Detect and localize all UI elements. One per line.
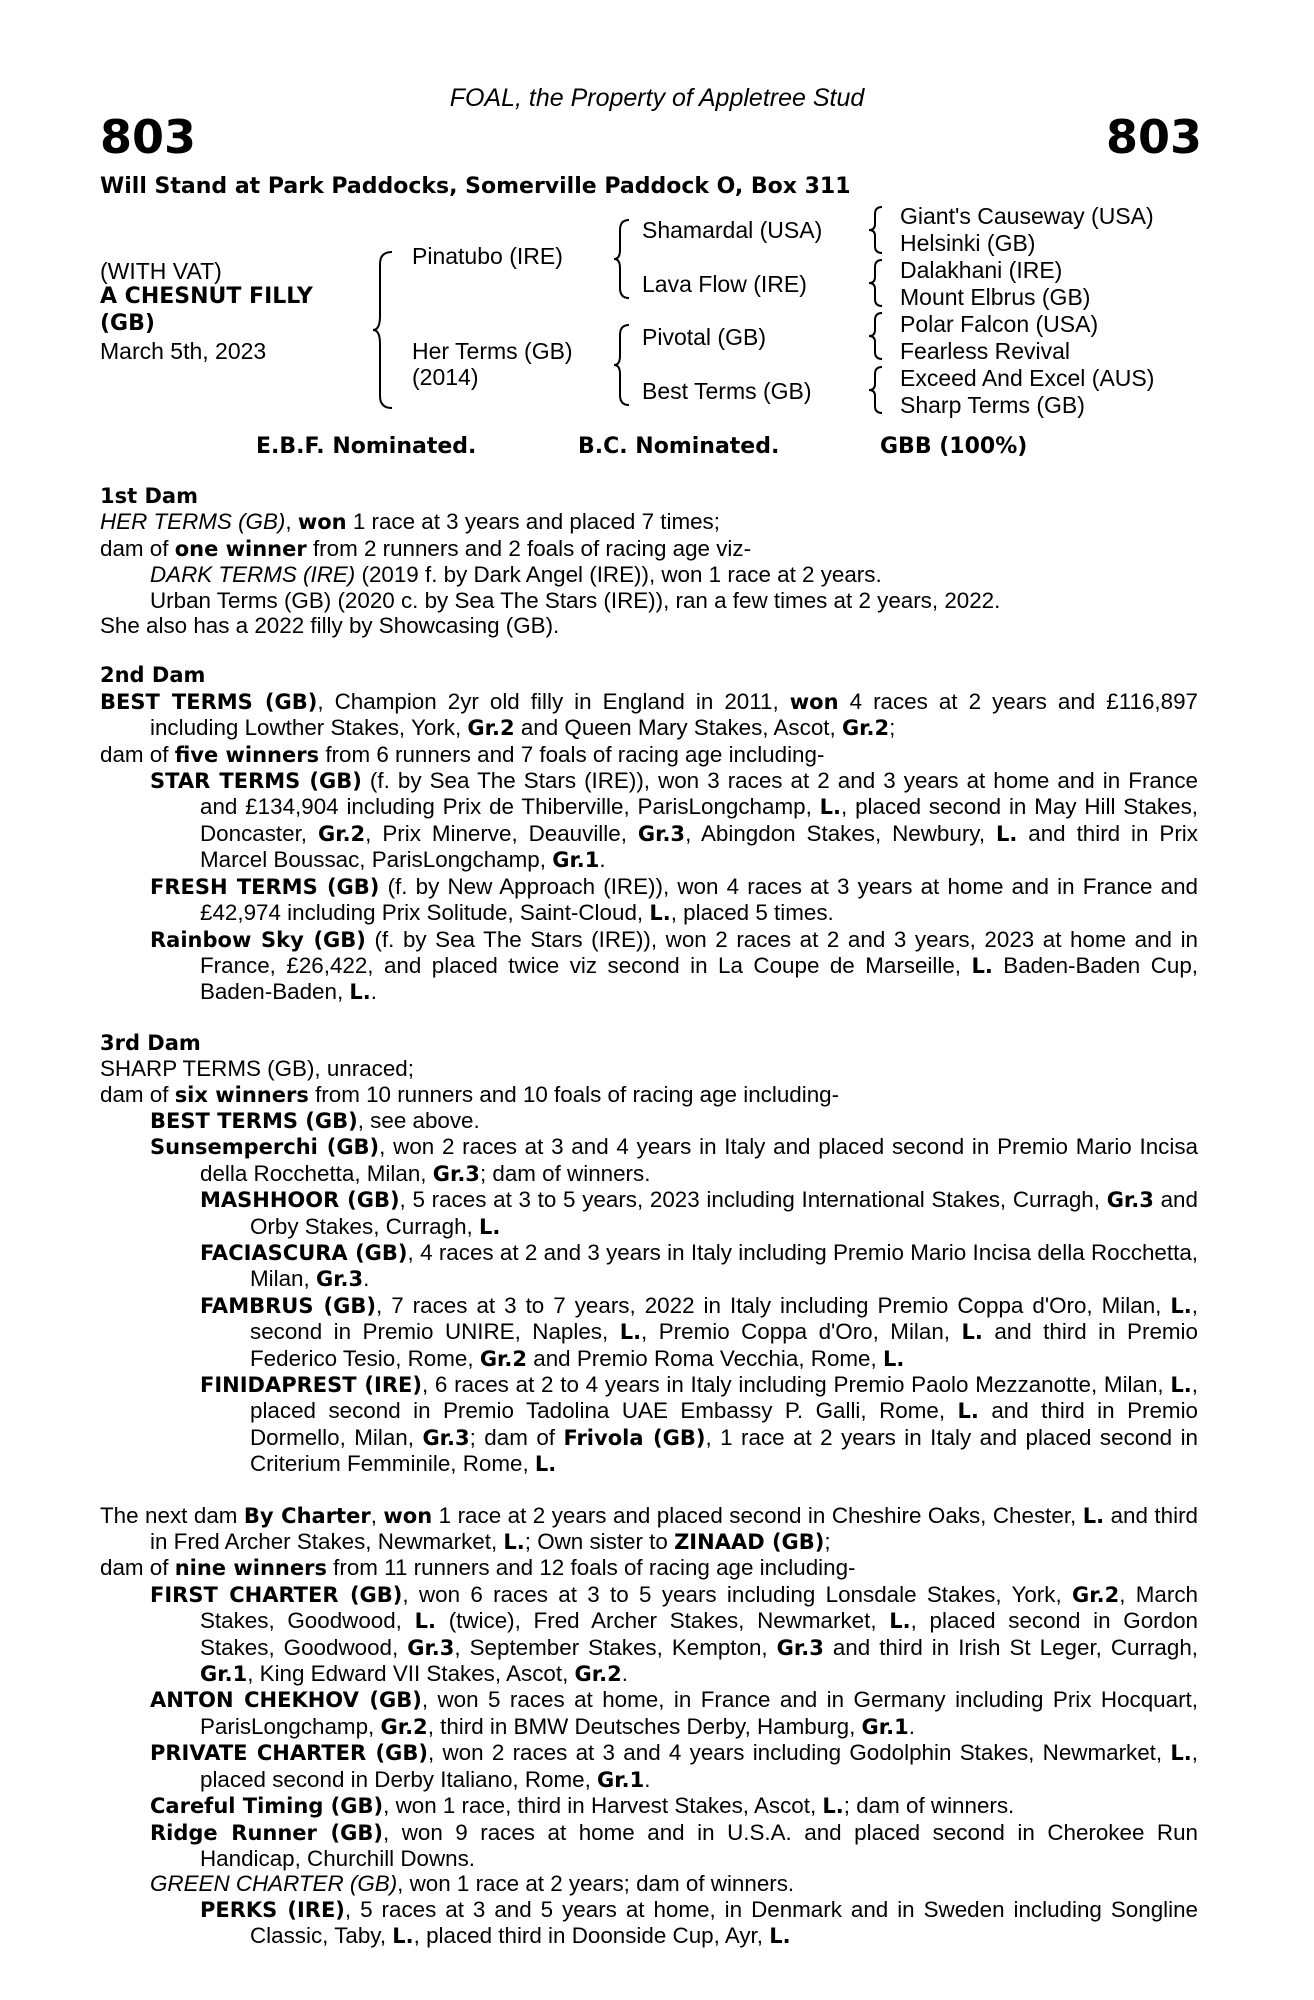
great-grandparent: Polar Falcon (USA) <box>900 311 1099 337</box>
first-dam-line: HER TERMS (GB), won 1 race at 3 years and placed 7 times; <box>100 509 720 535</box>
third-dam-line: SHARP TERMS (GB), unraced; <box>100 1056 414 1082</box>
lot-name: A CHESNUT FILLY <box>100 284 313 309</box>
produce-entry: STAR TERMS (GB) (f. by Sea The Stars (IRE)), won 3 races at 2 and 3 years at home and in France and £134,904 including Prix de Thiberville, ParisLongchamp, L., placed second in May Hill Stakes, Doncaster, Gr.2, Prix Minerve, Deauville, Gr.3, Abingdon Stakes, Newbury, L. and third in Prix Marcel Boussac, ParisLongchamp, Gr.1. <box>150 768 1198 873</box>
brace-gg1 <box>868 205 884 255</box>
produce-entry: Rainbow Sky (GB) (f. by Sea The Stars (IRE)), won 2 races at 2 and 3 years, 2023 at home and in France, £26,422, and placed twice viz second in La Coupe de Marseille, L. Baden-Baden Cup, Baden-Baden, L.. <box>150 926 1198 1005</box>
dam-sire: Pivotal (GB) <box>642 324 766 350</box>
produce-entry: FINIDAPREST (IRE), 6 races at 2 to 4 years in Italy including Premio Paolo Mezzanotte, Milan, L., placed second in Premio Tadolina UAE Embassy P. Galli, Rome, L. and third in Premio Dormello, Milan, Gr.3; dam of Frivola (GB), 1 race at 2 years in Italy and placed second in Criterium Femminile, Rome, L. <box>200 1372 1198 1477</box>
next-dam-produce-summary: dam of nine winners from 11 runners and 12 foals of racing age including- <box>100 1555 856 1581</box>
pedigree-brace-main <box>372 250 394 410</box>
lot-number-right: 803 <box>1105 110 1202 164</box>
second-dam-heading: 2nd Dam <box>100 663 206 688</box>
great-grandparent: Mount Elbrus (GB) <box>900 284 1091 310</box>
produce-entry: DARK TERMS (IRE) (2019 f. by Dark Angel (IRE)), won 1 race at 2 years. <box>150 562 882 588</box>
produce-entry: Ridge Runner (GB), won 9 races at home and in U.S.A. and placed second in Cherokee Run Handicap, Churchill Downs. <box>150 1819 1198 1871</box>
produce-entry: FAMBRUS (GB), 7 races at 3 to 7 years, 2022 in Italy including Premio Coppa d'Oro, Milan, L., second in Premio UNIRE, Naples, L., Premio Coppa d'Oro, Milan, L. and third in Premio Federico Tesio, Rome, Gr.2 and Premio Roma Vecchia, Rome, L. <box>200 1292 1198 1371</box>
third-dam-produce-summary: dam of six winners from 10 runners and 10 foals of racing age including- <box>100 1081 840 1107</box>
great-grandparent: Helsinki (GB) <box>900 230 1036 256</box>
produce-entry: GREEN CHARTER (GB), won 1 race at 2 years; dam of winners. <box>150 1871 795 1897</box>
date-of-birth: March 5th, 2023 <box>100 338 267 364</box>
dam-dam: Best Terms (GB) <box>642 378 812 404</box>
second-dam-produce-summary: dam of five winners from 6 runners and 7 foals of racing age including- <box>100 741 825 767</box>
stand-location: Will Stand at Park Paddocks, Somerville Paddock O, Box 311 <box>100 174 851 199</box>
produce-entry: Urban Terms (GB) (2020 c. by Sea The Stars (IRE)), ran a few times at 2 years, 2022. <box>150 587 1001 613</box>
produce-entry: MASHHOOR (GB), 5 races at 3 to 5 years, 2023 including International Stakes, Curragh, Gr.3 and Orby Stakes, Curragh, L. <box>200 1187 1198 1239</box>
produce-entry: FACIASCURA (GB), 4 races at 2 and 3 years in Italy including Premio Mario Incisa della Rocchetta, Milan, Gr.3. <box>200 1239 1198 1292</box>
bc-nomination: B.C. Nominated. <box>578 434 780 459</box>
lot-number-left: 803 <box>100 110 197 164</box>
second-dam-line: BEST TERMS (GB), Champion 2yr old filly in England in 2011, won 4 races at 2 years and £116,897 including Lowther Stakes, York, Gr.2 and Queen Mary Stakes, Ascot, Gr.2; <box>100 688 1198 741</box>
third-dam-heading: 3rd Dam <box>100 1030 201 1055</box>
produce-entry: FIRST CHARTER (GB), won 6 races at 3 to 5 years including Lonsdale Stakes, York, Gr.2, March Stakes, Goodwood, L. (twice), Fred Archer Stakes, Newmarket, L., placed second in Gordon Stakes, Goodwood, Gr.3, September Stakes, Kempton, Gr.3 and third in Irish St Leger, Curragh, Gr.1, King Edward VII Stakes, Ascot, Gr.2. <box>150 1581 1199 1687</box>
produce-entry: Sunsemperchi (GB), won 2 races at 3 and 4 years in Italy and placed second in Premio Mario Incisa della Rocchetta, Milan, Gr.3; dam of winners. <box>150 1134 1198 1186</box>
great-grandparent: Fearless Revival <box>900 338 1070 364</box>
produce-entry: BEST TERMS (GB), see above. <box>150 1107 480 1133</box>
catalogue-subtitle: FOAL, the Property of Appletree Stud <box>449 84 865 112</box>
brace-gg3 <box>868 311 884 361</box>
first-dam-heading: 1st Dam <box>100 484 198 508</box>
great-grandparent: Dalakhani (IRE) <box>900 257 1063 283</box>
great-grandparent: Sharp Terms (GB) <box>900 392 1085 418</box>
brace-gg2 <box>868 258 884 308</box>
sire: Pinatubo (IRE) <box>412 243 563 269</box>
sire-sire: Shamardal (USA) <box>642 217 823 243</box>
dam-year: (2014) <box>412 364 479 390</box>
great-grandparent: Exceed And Excel (AUS) <box>900 365 1155 391</box>
dam: Her Terms (GB) <box>412 338 573 364</box>
sire-dam: Lava Flow (IRE) <box>642 271 807 297</box>
ebf-nomination: E.B.F. Nominated. <box>256 434 477 459</box>
first-dam-note: She also has a 2022 filly by Showcasing (GB). <box>100 613 560 639</box>
next-dam-line: The next dam By Charter, won 1 race at 2 years and placed second in Cheshire Oaks, Chester, L. and third in Fred Archer Stakes, Newmarket, L.; Own sister to ZINAAD (GB); <box>100 1502 1198 1555</box>
produce-entry: PRIVATE CHARTER (GB), won 2 races at 3 and 4 years including Godolphin Stakes, Newmarket, L., placed second in Derby Italiano, Rome, Gr.1. <box>150 1740 1198 1792</box>
lot-name-country: (GB) <box>100 311 155 336</box>
produce-entry: ANTON CHEKHOV (GB), won 5 races at home, in France and in Germany including Prix Hocquart, ParisLongchamp, Gr.2, third in BMW Deutsches Derby, Hamburg, Gr.1. <box>150 1687 1198 1739</box>
great-grandparent: Giant's Causeway (USA) <box>900 203 1154 229</box>
vat-note: (WITH VAT) <box>100 258 222 284</box>
produce-entry: Careful Timing (GB), won 1 race, third in Harvest Stakes, Ascot, L.; dam of winners. <box>150 1793 1015 1819</box>
gbb-status: GBB (100%) <box>880 434 1028 459</box>
produce-entry: PERKS (IRE), 5 races at 3 and 5 years at home, in Denmark and in Sweden including Songline Classic, Taby, L., placed third in Doonside Cup, Ayr, L. <box>200 1896 1199 1949</box>
produce-entry: FRESH TERMS (GB) (f. by New Approach (IRE)), won 4 races at 3 years at home and in France and £42,974 including Prix Solitude, Saint-Cloud, L., placed 5 times. <box>150 873 1198 926</box>
sire-brace <box>613 218 631 300</box>
first-dam-produce-summary: dam of one winner from 2 runners and 2 foals of racing age viz- <box>100 535 752 561</box>
catalogue-body <box>100 484 1198 1950</box>
dam-brace <box>613 323 631 407</box>
brace-gg4 <box>868 365 884 415</box>
